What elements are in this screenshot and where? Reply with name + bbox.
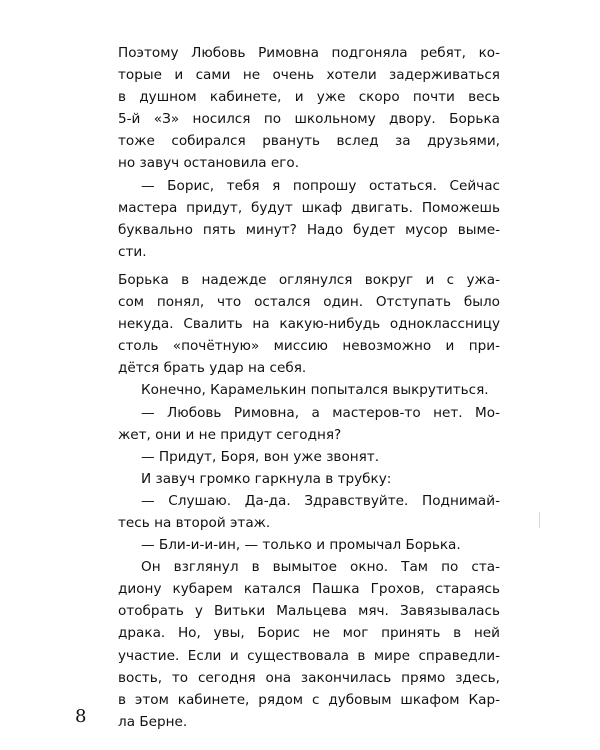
text-line: Он взглянул в вымытое окно. Там по ста- <box>141 559 500 576</box>
text-line: но завуч остановила его. <box>118 155 300 172</box>
text-line: ла Берне. <box>118 713 188 730</box>
text-line: торые и сами не очень хотели задерживаться <box>118 67 500 84</box>
text-line: Поэтому Любовь Римовна подгоняла ребят, ко- <box>118 45 500 61</box>
text-line: И завуч громко гаркнула в трубку: <box>141 470 392 487</box>
text-line: сти. <box>118 243 147 260</box>
text-line: диону кубарем катался Пашка Грохов, стараясь <box>118 581 500 598</box>
text-line: — Слушаю. Да-да. Здравствуйте. Поднимай- <box>141 492 500 509</box>
text-line: — Любовь Римовна, а мастеров-то нет. Мо- <box>141 404 500 421</box>
text-line: столь «почётную» миссию невозможно и при- <box>118 338 500 355</box>
text-line: драка. Но, увы, Борис не мог принять в ней <box>118 625 500 642</box>
text-line: в душном кабинете, и уже скоро почти весь <box>118 89 500 106</box>
text-line: тесь на второй этаж. <box>118 514 271 531</box>
text-line: — Придут, Боря, вон уже звонят. <box>141 448 380 465</box>
body-text <box>118 42 500 733</box>
text-line: дётся брать удар на себя. <box>118 360 307 377</box>
text-line: буквально пять минут? Надо будет мусор выме- <box>118 221 500 238</box>
text-line: в этом кабинете, рядом с дубовым шкафом Кар- <box>118 691 500 708</box>
text-line: Конечно, Карамелькин попытался выкрутиться. <box>141 382 489 399</box>
edge-mark <box>539 512 540 528</box>
text-line: Борька в надежде оглянулся вокруг и с ужа- <box>118 271 500 288</box>
text-line: мастера придут, будут шкаф двигать. Поможешь <box>118 199 500 216</box>
text-line: некуда. Свалить на какую-нибудь одноклассницу <box>118 316 500 333</box>
text-line: сом понял, что остался один. Отступать было <box>118 294 500 311</box>
text-line: — Бли-и-и-ин, — только и промычал Борька. <box>141 537 461 554</box>
text-line: жет, они и не придут сегодня? <box>118 426 342 443</box>
text-line: — Борис, тебя я попрошу остаться. Сейчас <box>141 177 500 194</box>
text-line: 5-й «З» носился по школьному двору. Борька <box>118 111 500 128</box>
text-line: участие. Если и существовала в мире справедли- <box>118 647 500 664</box>
text-line: вость, то сегодня она закончилась прямо здесь, <box>118 669 500 686</box>
page-number: 8 <box>75 706 87 727</box>
text-line: отобрать у Витьки Мальцева мяч. Завязывалась <box>118 603 500 620</box>
text-line: тоже собирался рвануть вслед за друзьями, <box>118 133 500 150</box>
